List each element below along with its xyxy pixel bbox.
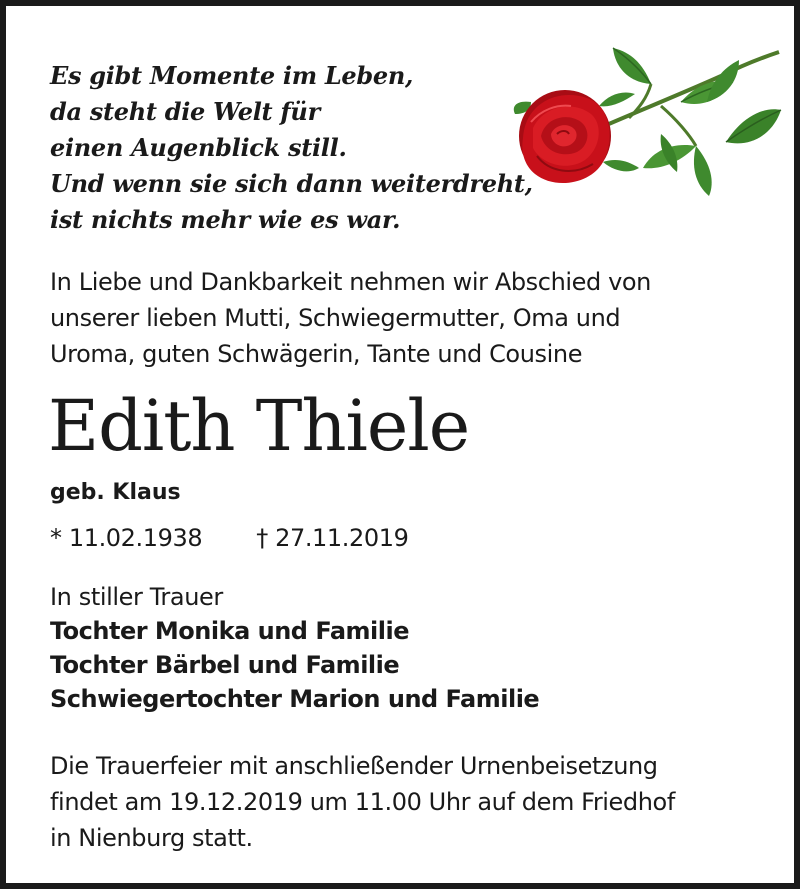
mourner-entry: Schwiegertochter Marion und Familie xyxy=(50,685,540,713)
intro-line: In Liebe und Dankbarkeit nehmen wir Abschied von xyxy=(50,268,651,296)
deceased-name: Edith Thiele xyxy=(48,385,470,467)
mourner-entry: Tochter Bärbel und Familie xyxy=(50,651,400,679)
service-line: in Nienburg statt. xyxy=(50,824,253,852)
birth-name: geb. Klaus xyxy=(50,480,181,505)
life-dates xyxy=(50,520,409,556)
service-line: Die Trauerfeier mit anschließender Urnenbeisetzung xyxy=(50,752,658,780)
poem-line: Und wenn sie sich dann weiterdreht, xyxy=(50,169,533,198)
poem-line: einen Augenblick still. xyxy=(50,133,347,162)
poem xyxy=(50,58,533,238)
death-date: † 27.11.2019 xyxy=(256,524,409,552)
intro-line: unserer lieben Mutti, Schwiegermutter, Oma und xyxy=(50,304,621,332)
poem-line: da steht die Welt für xyxy=(50,97,320,126)
intro-line: Uroma, guten Schwägerin, Tante und Cousine xyxy=(50,340,583,368)
mourners xyxy=(50,580,539,716)
poem-line: Es gibt Momente im Leben, xyxy=(50,61,414,90)
poem-line: ist nichts mehr wie es war. xyxy=(50,205,401,234)
mourner-entry: Tochter Monika und Familie xyxy=(50,617,409,645)
intro-text xyxy=(50,264,770,372)
mourning-lead: In stiller Trauer xyxy=(50,583,223,611)
service-info xyxy=(50,748,770,856)
red-rose-icon xyxy=(511,44,786,204)
birth-date: * 11.02.1938 xyxy=(50,524,203,552)
service-line: findet am 19.12.2019 um 11.00 Uhr auf dem Friedhof xyxy=(50,788,675,816)
